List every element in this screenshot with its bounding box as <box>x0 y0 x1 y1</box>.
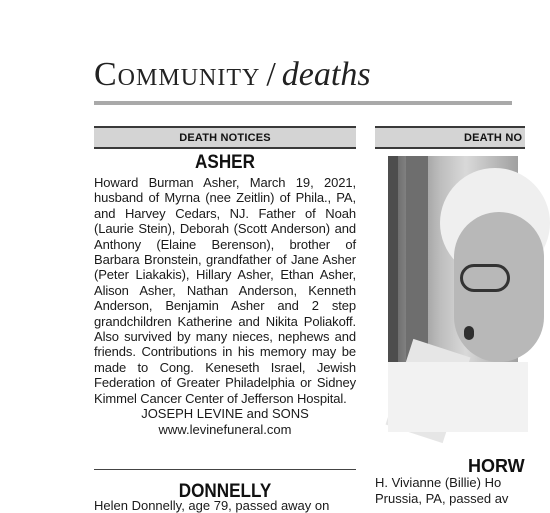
section-masthead <box>94 58 371 92</box>
notice-body-horw-line-2: Prussia, PA, passed av <box>375 491 509 506</box>
photo-shirt <box>388 362 528 432</box>
photo-earring <box>464 326 474 340</box>
notice-body-asher: Howard Burman Asher, March 19, 2021, husband of Myrna (nee Zeitlin) of Phila., PA, and Harvey Cedars, NJ. Father of Noah (Laurie Stein), Deborah (Scott Anderson) and Anthony (Elaine Berenson), brother of Barbara Bronstein, grandfather of Jane Asher (Peter Liakakis), Hillary Asher, Ethan Asher, Alison Asher, Nathan Anderson, Kenneth Anderson, Benjamin Asher and 2 step grandchildren Katherine and Nikita Poliakoff. Also survived by many nieces, nephews and friends. Contributions in his memory may be made to Cong. Keneseth Israel, Jewish Federation of Greater Philadelphia or Sidney Kimmel Cancer Center of Jefferson Hospital. <box>94 175 356 406</box>
funeral-home-website: www.levinefuneral.com <box>158 422 292 438</box>
notice-name-donnelly: DONNELLY <box>178 481 272 502</box>
left-column <box>94 126 356 438</box>
masthead-rule <box>94 101 512 105</box>
death-notices-header: DEATH NOTICES <box>94 126 356 149</box>
masthead-subsection: deaths <box>281 56 371 93</box>
right-column <box>375 126 525 149</box>
death-notices-header-right: DEATH NO <box>375 126 525 149</box>
funeral-home-name: JOSEPH LEVINE and SONS <box>141 406 309 422</box>
masthead-section: Community <box>94 56 261 93</box>
masthead-separator: / <box>266 56 276 93</box>
notice-name-horw: HORW <box>468 456 525 476</box>
notice-body-donnelly: Helen Donnelly, age 79, passed away on <box>94 498 330 513</box>
notice-body-horw <box>375 475 525 507</box>
photo-glasses <box>460 264 510 292</box>
notice-divider <box>94 469 356 470</box>
notice-name-asher: ASHER <box>195 152 255 173</box>
notice-body-horw-line-1: H. Vivianne (Billie) Ho <box>375 475 502 490</box>
portrait-photo <box>388 156 518 428</box>
